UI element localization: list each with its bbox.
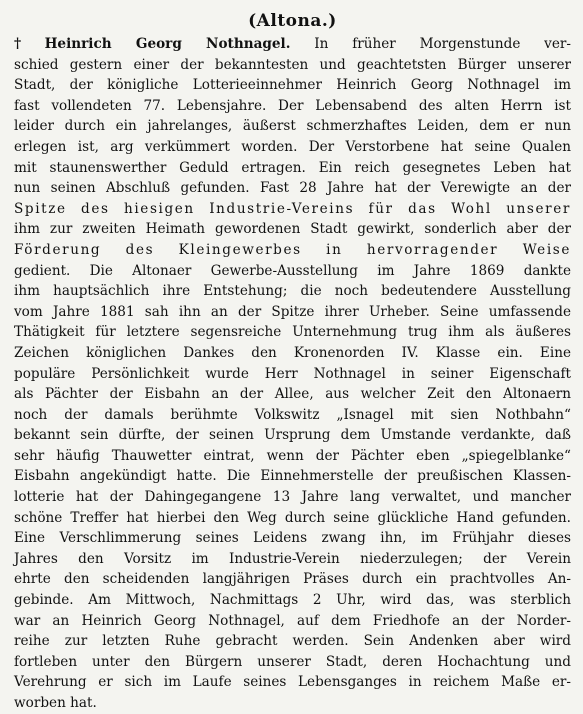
article-line: war an Heinrich Georg Nothnagel, auf dem Friedhofe an der Norder- bbox=[14, 612, 571, 629]
article-line: Jahres den Vorsitz im Industrie-Verein niederzulegen; der Verein bbox=[14, 550, 571, 567]
article-line: Zeichen königlichen Dankes den Kronenorden IV. Klasse ein. Eine bbox=[14, 344, 571, 361]
article-line: worben hat. bbox=[14, 695, 97, 711]
article-line: mit staunenswerther Geduld ertragen. Ein reich gesegnetes Leben hat bbox=[14, 159, 571, 176]
article-line: gedient. Die Altonaer Gewerbe-Ausstellung im Jahre 1869 dankte bbox=[14, 262, 571, 279]
article-line: lotterie hat der Dahingegangene 13 Jahre lang verwaltet, und mancher bbox=[14, 489, 571, 506]
article-line: gebinde. Am Mittwoch, Nachmittags 2 Uhr, wird das, was sterblich bbox=[14, 592, 571, 609]
article-line: sehr häufig Thauwetter eintrat, wenn der Pächter eben „spiegelblanke“ bbox=[14, 447, 571, 464]
article-line: ihm hauptsächlich ihre Entstehung; die noch bedeutendere Ausstellung bbox=[14, 283, 571, 300]
article-line: Spitze des hiesigen Industrie-Vereins für das Wohl unserer bbox=[14, 200, 571, 217]
article-line: ehrte den scheidenden langjährigen Präses durch ein prachtvolles An- bbox=[14, 571, 571, 588]
section-heading: (Altona.) bbox=[248, 11, 337, 31]
article-line: als Pächter der Eisbahn an der Allee, aus welcher Zeit den Altonaern bbox=[14, 386, 571, 403]
article-line: bekannt sein dürfte, der seinen Ursprung dem Umstande verdankte, daß bbox=[14, 427, 571, 444]
article-line: ihm zur zweiten Heimath gewordenen Stadt gewirkt, sonderlich aber der bbox=[14, 221, 571, 238]
article-line: vom Jahre 1881 sah ihn an der Spitze ihrer Urheber. Seine umfassende bbox=[14, 303, 571, 320]
article-line bbox=[14, 34, 571, 55]
article-line: nun seinen Abschluß gefunden. Fast 28 Jahre hat der Verewigte an der bbox=[14, 180, 571, 197]
article-line: Stadt, der königliche Lotterieeinnehmer Heinrich Georg Nothnagel im bbox=[14, 77, 571, 94]
article-line: schöne Treffer hat hierbei den Weg durch seine glückliche Hand gefunden. bbox=[14, 509, 571, 526]
article-line: schied gestern einer der bekanntesten und geachtetsten Bürger unserer bbox=[14, 56, 571, 73]
article-line: noch der damals berühmte Volkswitz „Isnagel mit sien Nothbahn“ bbox=[14, 406, 571, 423]
article-line: leider durch ein jahrelanges, äußerst schmerzhaftes Leiden, dem er nun bbox=[14, 118, 571, 135]
article-line: Verehrung er sich im Laufe seines Lebensganges in reichem Maße er- bbox=[14, 674, 571, 691]
cross-icon: † bbox=[14, 36, 41, 52]
deceased-name: Heinrich Georg Nothnagel. bbox=[44, 36, 291, 52]
article-line: Förderung des Kleingewerbes in hervorragender Weise bbox=[14, 241, 571, 258]
article-line-text: In früher Morgenstunde ver- bbox=[290, 36, 571, 52]
article-line: fortleben unter den Bürgern unserer Stadt, deren Hochachtung und bbox=[14, 653, 571, 670]
article-line: Eine Verschlimmerung seines Leidens zwang ihn, im Frühjahr dieses bbox=[14, 530, 571, 547]
article-line: Thätigkeit für letztere segensreiche Unternehmung trug ihm als äußeres bbox=[14, 324, 571, 341]
obituary-article bbox=[14, 34, 571, 714]
article-line: Eisbahn angekündigt hatte. Die Einnehmerstelle der preußischen Klassen- bbox=[14, 468, 571, 485]
article-line: reihe zur letzten Ruhe gebracht werden. Sein Andenken aber wird bbox=[14, 633, 571, 650]
article-line: erlegen ist, arg verkümmert worden. Der Verstorbene hat seine Qualen bbox=[14, 138, 571, 155]
article-line: populäre Persönlichkeit wurde Herr Nothnagel in seiner Eigenschaft bbox=[14, 365, 571, 382]
article-line: fast vollendeten 77. Lebensjahre. Der Lebensabend des alten Herrn ist bbox=[14, 97, 571, 114]
